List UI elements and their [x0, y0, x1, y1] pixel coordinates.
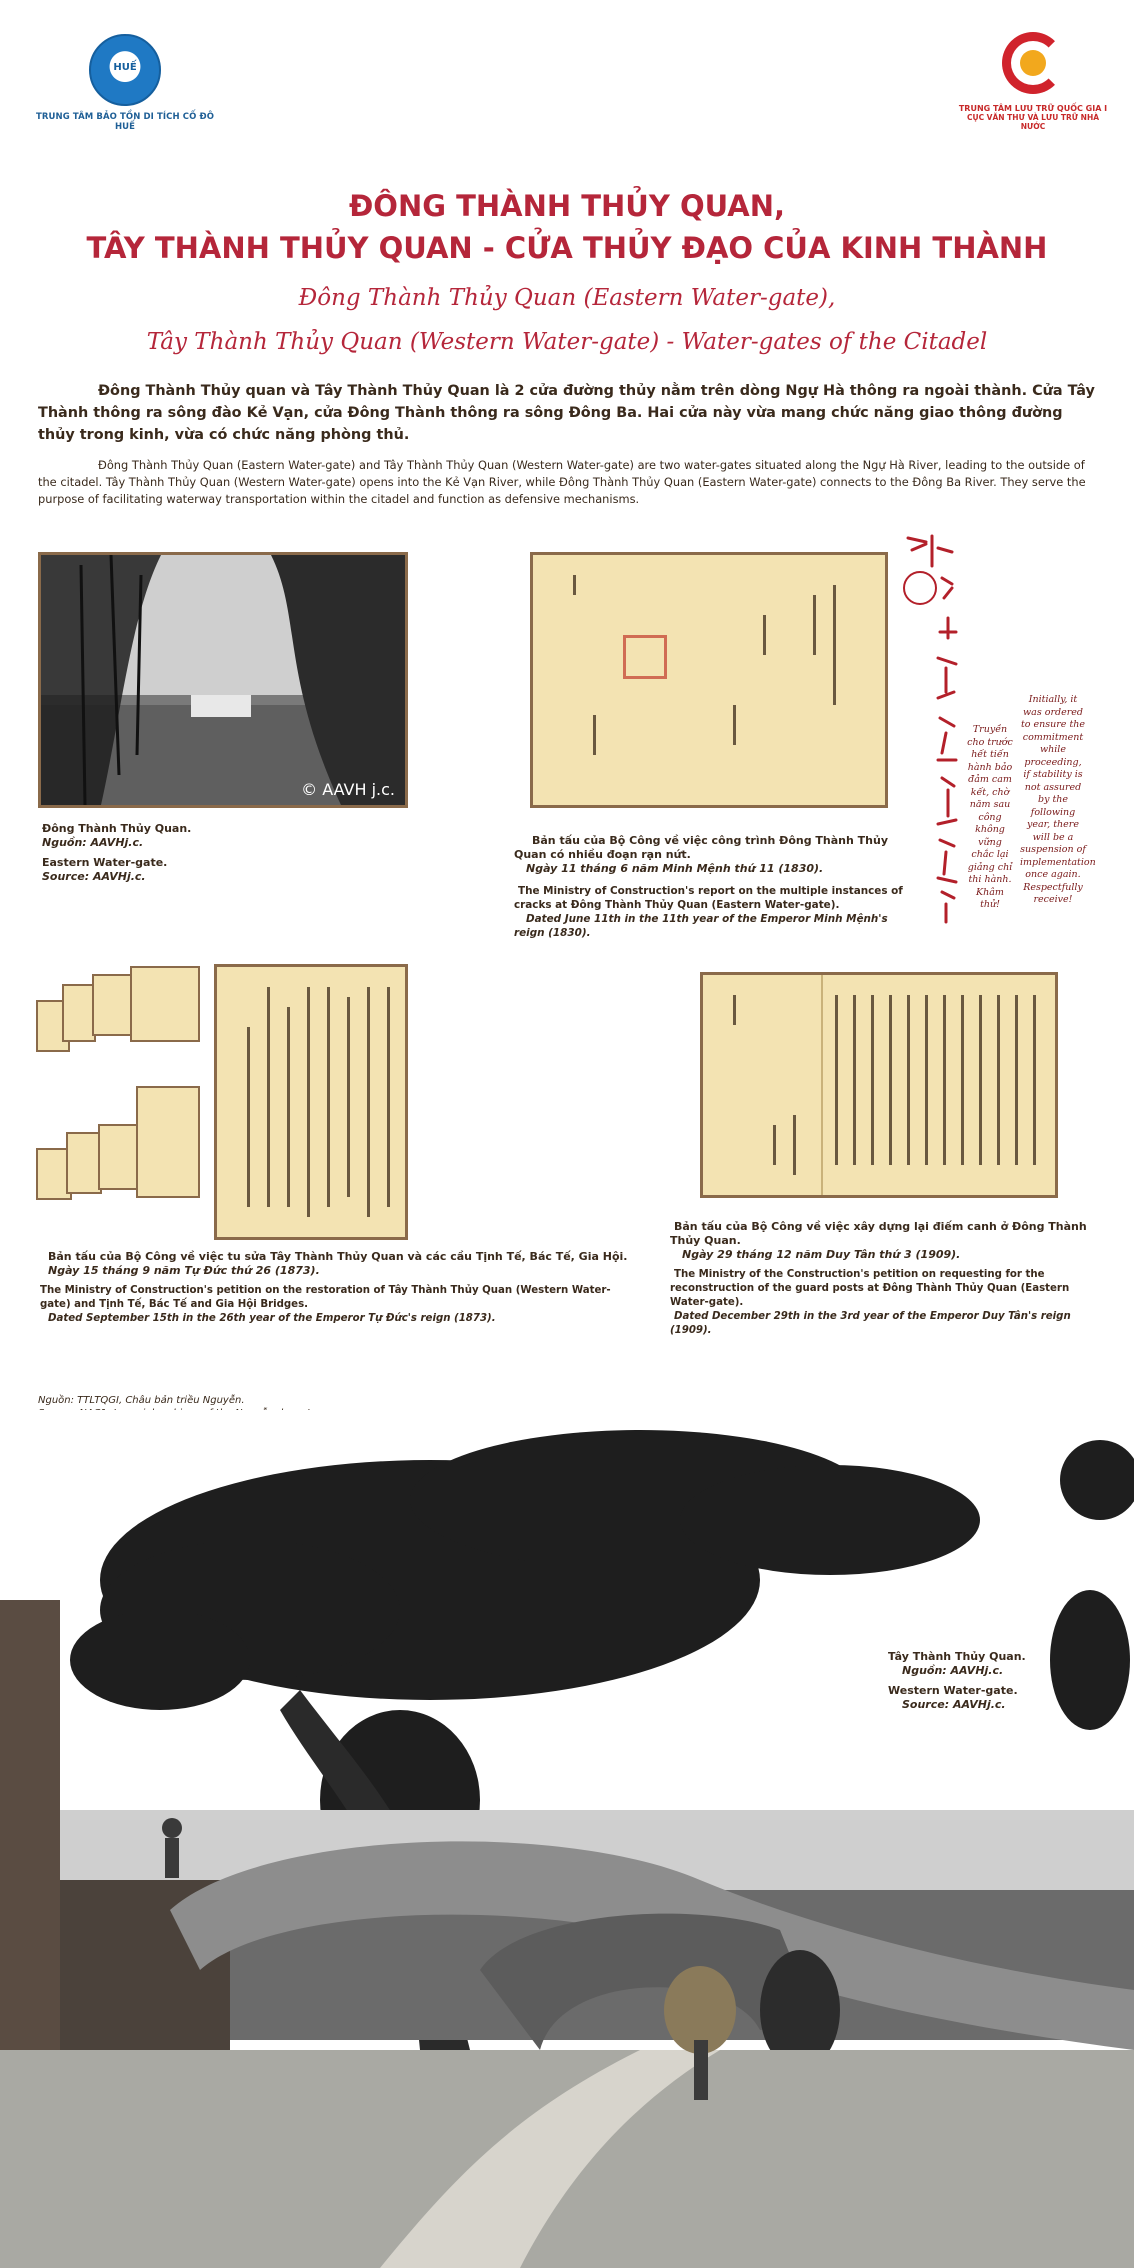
photo1-source-en: Source: AAVHj.c.: [42, 870, 146, 883]
gate-source-en: Source: AAVHj.c.: [902, 1698, 1006, 1711]
page-title-line-2: TÂY THÀNH THỦY QUAN - CỬA THỦY ĐẠO CỦA KINH THÀNH: [86, 231, 1048, 265]
hue-heritage-emblem-icon: [89, 34, 161, 106]
doc2-date-en: Dated September 15th in the 26th year of the Emperor Tự Đức's reign (1873).: [48, 1313, 496, 1324]
doc2-date-vn: Ngày 15 tháng 9 năm Tự Đức thứ 26 (1873).: [48, 1264, 320, 1277]
doc3-date-vn: Ngày 29 tháng 12 năm Duy Tân thứ 3 (1909).: [682, 1248, 961, 1261]
doc1-date-en: Dated June 11th in the 11th year of the Emperor Minh Mệnh's reign (1830).: [514, 913, 888, 939]
red-calligraphy-imperial-note: [898, 528, 960, 928]
photo-watermark: © AAVH j.c.: [301, 780, 395, 799]
intro-english: Đông Thành Thủy Quan (Eastern Water-gate) and Tây Thành Thủy Quan (Western Water-gate) are two water-gates situated along the Ngự Hà River, leading to the outside of the citadel. Tây Thành Thủy Quan (Western Water-gate) opens into the Kẻ Vạn River, while Đông Thành Thủy Quan (Eastern Water-gate) connects to the Đông Ba River. They serve the purpose of facilitating waterway transportation within the citadel and function as defensive mechanisms.: [38, 458, 1086, 506]
doc1-caption-vn: Bản tấu của Bộ Công về việc công trình Đông Thành Thủy Quan có nhiều đoạn rạn nứt.: [514, 834, 889, 861]
western-water-gate-photo: [0, 1410, 1134, 2268]
doc1-caption: [514, 834, 914, 940]
doc2-caption: [40, 1250, 640, 1326]
ministry-report-document-1830: [530, 552, 888, 808]
gate-source-vn: Nguồn: AAVHj.c.: [902, 1664, 1004, 1677]
photo-illustration: [41, 555, 405, 805]
guard-post-petition-document-1909: [700, 972, 1058, 1198]
photo1-caption: [42, 822, 402, 884]
photo1-source-vn: Nguồn: AAVHj.c.: [42, 836, 144, 849]
doc3-caption-en: The Ministry of the Construction's petition on requesting for the reconstruction of the guard posts at Đông Thành Thủy Quan (Eastern Water-gate).: [670, 1269, 1070, 1308]
seal-stamp-icon: [623, 635, 667, 679]
doc3-date-en: Dated December 29th in the 3rd year of the Emperor Duy Tân's reign (1909).: [670, 1311, 1071, 1336]
left-logo-caption: TRUNG TÂM BẢO TỒN DI TÍCH CỐ ĐÔ HUẾ: [35, 112, 215, 132]
western-gate-caption: [888, 1650, 1088, 1712]
intro-vietnamese: Đông Thành Thủy quan và Tây Thành Thủy Quan là 2 cửa đường thủy nằm trên dòng Ngự Hà thông ra ngoài thành. Cửa Tây Thành thông ra sông đào Kẻ Vạn, cửa Đông Thành thông ra sông Đông Ba. Hai cửa này vừa mang chức năng giao thông đường thủy trong kinh, vừa có chức năng phòng thủ.: [38, 383, 1095, 443]
page-subtitle-line-1: Đông Thành Thủy Quan (Eastern Water-gate),: [298, 285, 836, 311]
source-vn: Nguồn: TTLTQGI, Châu bản triều Nguyễn.: [38, 1395, 245, 1406]
photo1-caption-en: Eastern Water-gate.: [42, 856, 168, 869]
doc3-caption-vn: Bản tấu của Bộ Công về việc xây dựng lại điếm canh ở Đông Thành Thủy Quan.: [670, 1220, 1087, 1247]
gate-caption-en: Western Water-gate.: [888, 1684, 1018, 1697]
archive-logo-icon: [996, 30, 1070, 96]
doc1-caption-en: The Ministry of Construction's report on the multiple instances of cracks at Đông Thành Thủy Quan (Eastern Water-gate).: [514, 885, 903, 911]
gate-caption-vn: Tây Thành Thủy Quan.: [888, 1650, 1026, 1663]
imperial-note-vn: Truyền cho trước hết tiến hành bảo đảm cam kết, chờ năm sau công không vững chắc lại giảng chỉ thi hành. Khâm thử!: [967, 724, 1013, 910]
ministry-petition-document-1873: [214, 964, 408, 1240]
photo1-caption-vn: Đông Thành Thủy Quan.: [42, 822, 192, 835]
eastern-water-gate-photo: [38, 552, 408, 808]
doc1-date-vn: Ngày 11 tháng 6 năm Minh Mệnh thứ 11 (1830).: [526, 862, 824, 875]
page-title-line-1: ĐÔNG THÀNH THỦY QUAN,: [349, 189, 785, 223]
left-logo: [30, 34, 220, 132]
imperial-note-en: Initially, it was ordered to ensure the commitment while proceeding, if stability is not assured by the following year, there will be a suspension of implementation once again. Respectfully receive!: [1020, 694, 1096, 905]
emblem-text: HUẾ: [113, 62, 137, 73]
right-logo-caption-1: TRUNG TÂM LƯU TRỮ QUỐC GIA I: [958, 104, 1108, 113]
doc3-caption: [670, 1220, 1110, 1338]
right-logo: [958, 30, 1108, 131]
ministry-petition-thumbnails: [36, 962, 206, 1214]
page-subtitle-line-2: Tây Thành Thủy Quan (Western Water-gate) - Water-gates of the Citadel: [146, 329, 988, 355]
doc2-caption-en: The Ministry of Construction's petition on the restoration of Tây Thành Thủy Quan (Western Water-gate) and Tịnh Tế, Bác Tế and Gia Hội Bridges.: [40, 1285, 611, 1310]
doc2-caption-vn: Bản tấu của Bộ Công về việc tu sửa Tây Thành Thủy Quan và các cầu Tịnh Tế, Bác Tế, Gia Hội.: [48, 1250, 628, 1263]
right-logo-caption-2: CỤC VĂN THƯ VÀ LƯU TRỮ NHÀ NƯỚC: [966, 113, 1100, 131]
